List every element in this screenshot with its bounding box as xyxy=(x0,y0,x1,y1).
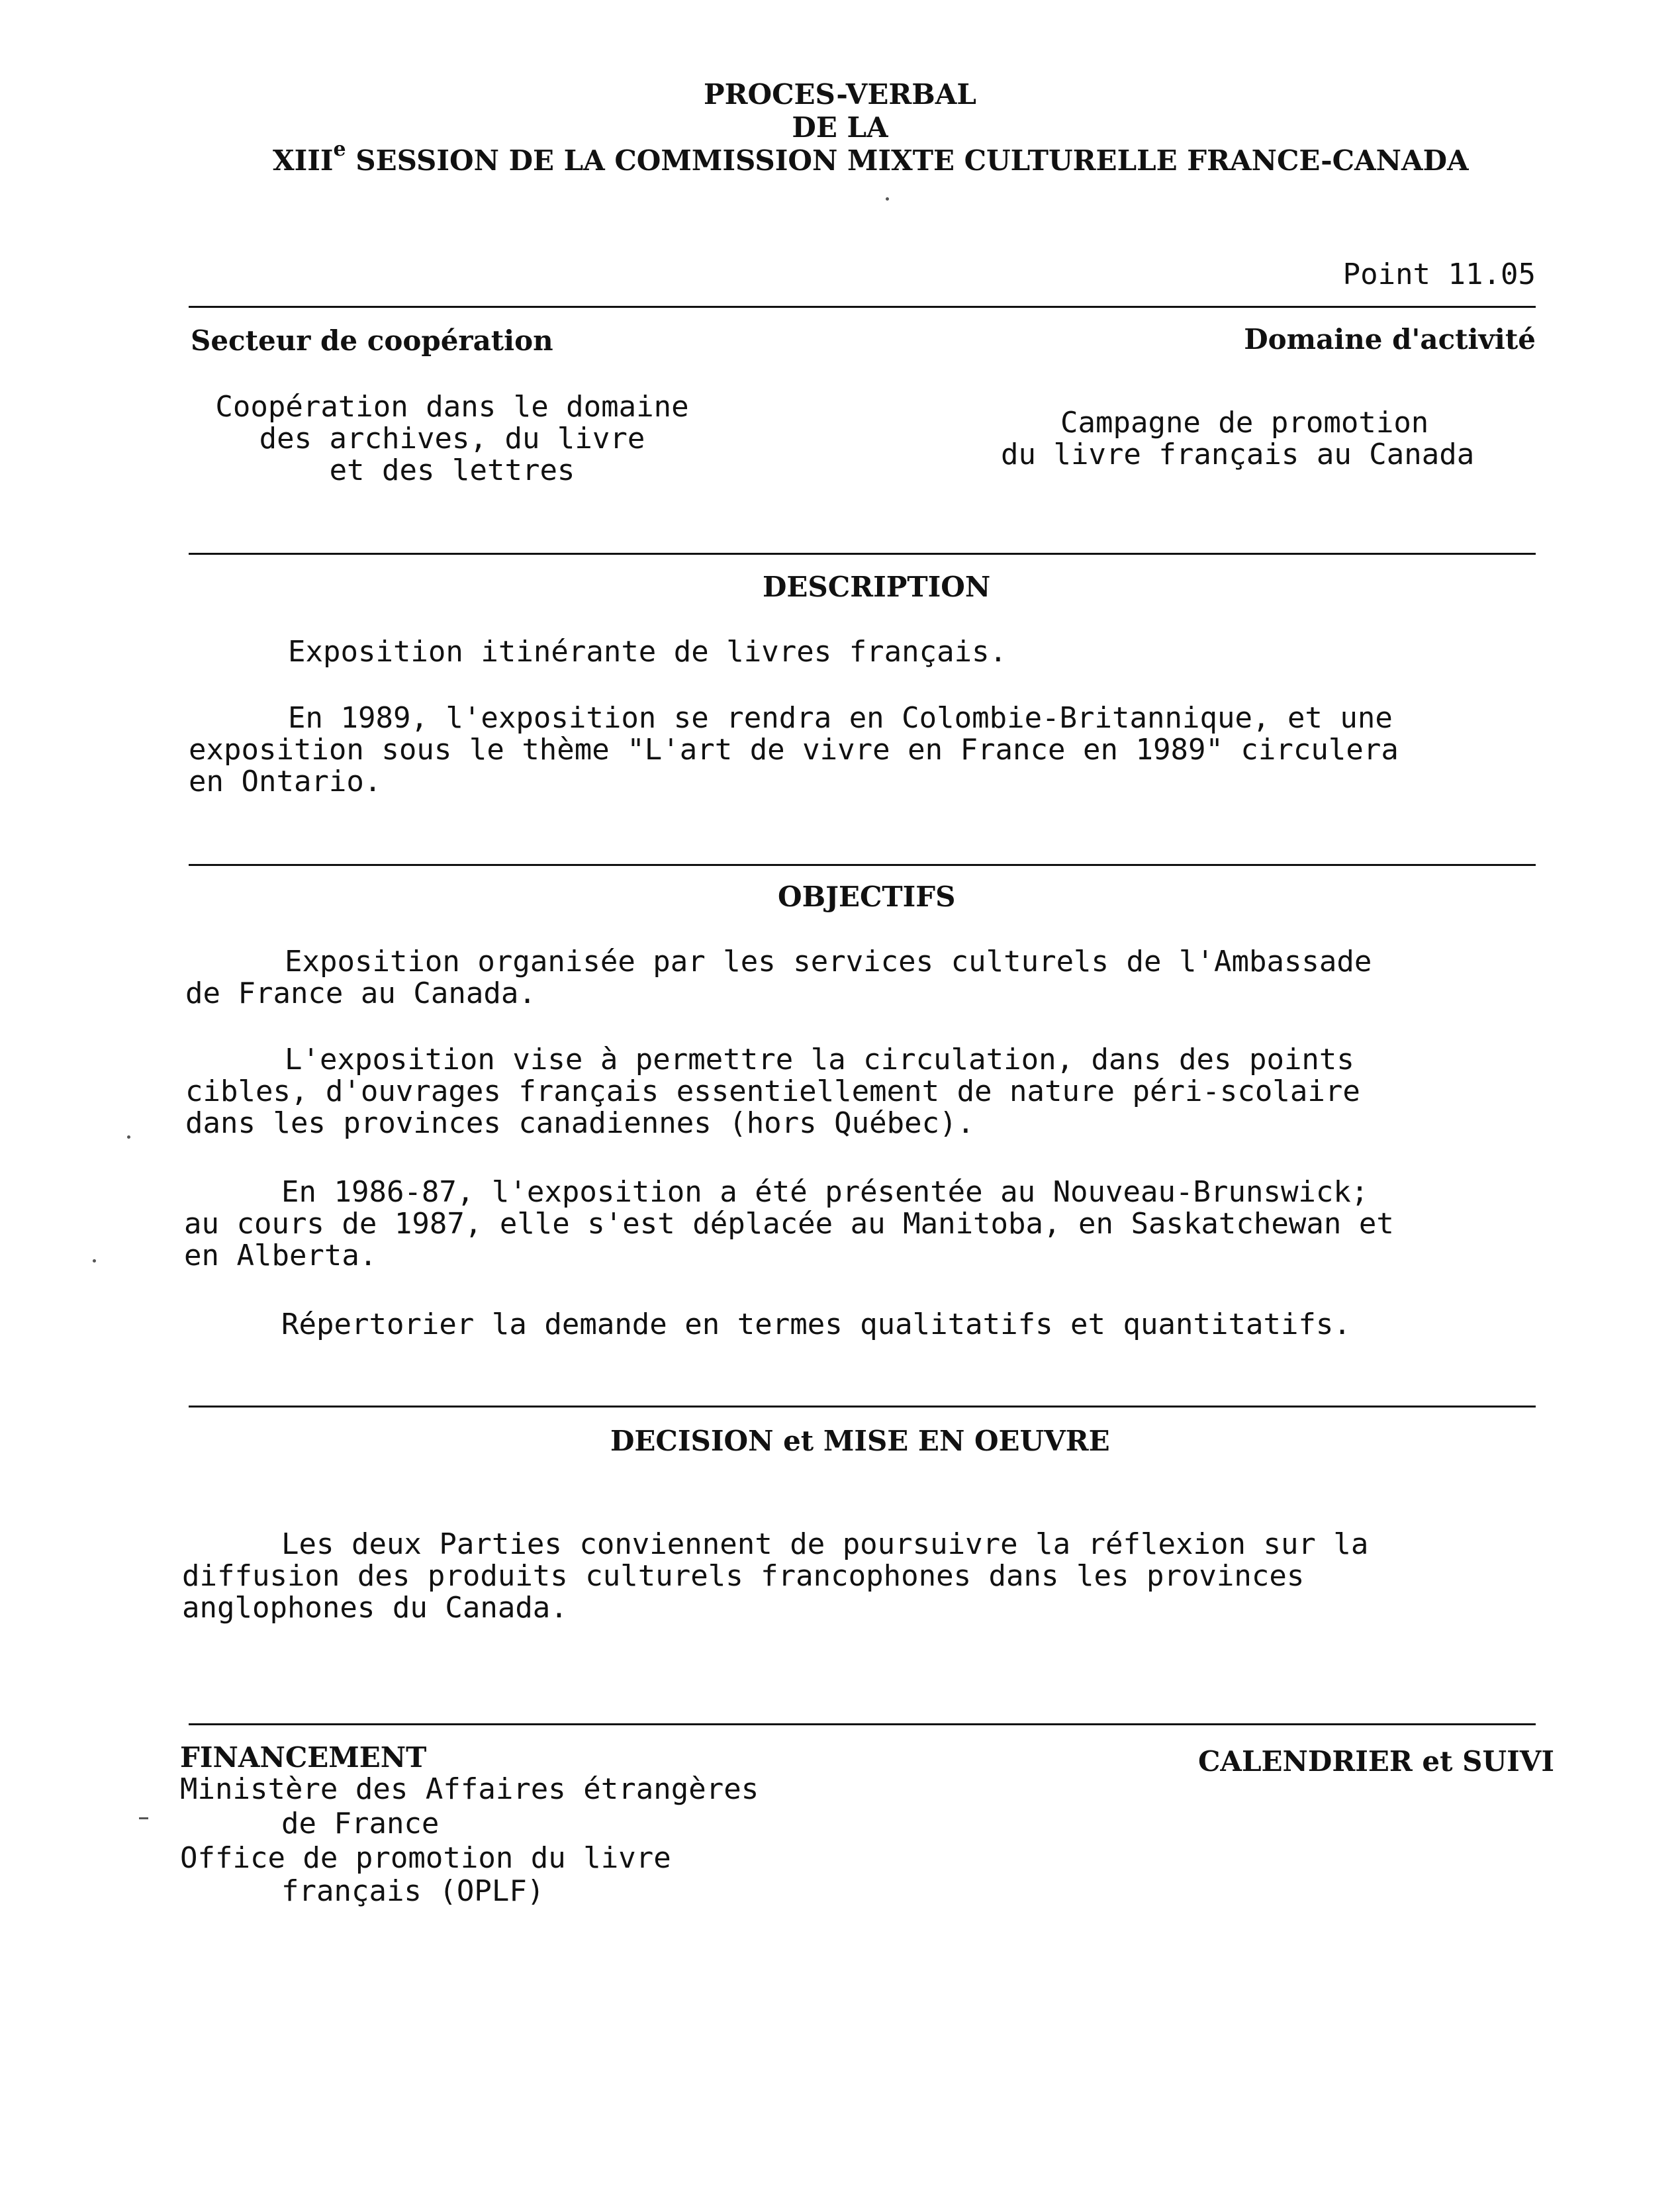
description-paragraph-line: Exposition itinérante de livres français. xyxy=(288,635,1007,669)
title-superscript: e xyxy=(333,138,346,161)
decision-heading: DECISION et MISE EN OEUVRE xyxy=(610,1425,1110,1457)
domaine-line: du livre français au Canada xyxy=(1001,438,1475,471)
financement-line: Ministère des Affaires étrangères xyxy=(180,1772,759,1806)
decision-paragraph-line: Les deux Parties conviennent de poursuivre la réflexion sur la xyxy=(281,1527,1369,1561)
secteur-label: Secteur de coopération xyxy=(191,324,553,357)
domaine-label: Domaine d'activité xyxy=(1244,323,1536,356)
section-divider xyxy=(189,1723,1536,1725)
title-session-text: SESSION DE LA COMMISSION MIXTE CULTURELLE FRANCE-CANADA xyxy=(346,144,1469,177)
section-divider xyxy=(189,1406,1536,1408)
title-line-3 xyxy=(273,138,1469,177)
title-line-1: PROCES-VERBAL xyxy=(704,78,976,111)
objectifs-paragraph-line: cibles, d'ouvrages français essentiellement de nature péri-scolaire xyxy=(185,1074,1360,1108)
objectifs-paragraph-line: En 1986-87, l'exposition a été présentée au Nouveau-Brunswick; xyxy=(281,1175,1369,1209)
section-divider xyxy=(189,306,1536,308)
secteur-line: et des lettres xyxy=(329,454,575,487)
objectifs-heading: OBJECTIFS xyxy=(778,881,956,913)
description-paragraph-line: exposition sous le thème "L'art de vivre en France en 1989" circulera xyxy=(189,733,1399,767)
financement-line: de France xyxy=(281,1807,440,1840)
objectifs-paragraph-line: Exposition organisée par les services culturels de l'Ambassade xyxy=(285,945,1372,979)
objectifs-paragraph-line: dans les provinces canadiennes (hors Québec). xyxy=(185,1106,975,1140)
financement-line: Office de promotion du livre xyxy=(180,1841,671,1875)
title-session-number: XIII xyxy=(273,144,334,177)
scan-speck xyxy=(93,1259,96,1263)
description-paragraph-line: En 1989, l'exposition se rendra en Colombie-Britannique, et une xyxy=(288,701,1393,735)
objectifs-paragraph-line: Répertorier la demande en termes qualitatifs et quantitatifs. xyxy=(281,1308,1351,1341)
section-divider xyxy=(189,864,1536,866)
description-heading: DESCRIPTION xyxy=(763,571,991,603)
objectifs-paragraph-line: en Alberta. xyxy=(184,1239,377,1272)
scan-speck xyxy=(139,1817,148,1819)
scan-speck xyxy=(886,197,889,201)
description-paragraph-line: en Ontario. xyxy=(189,765,382,798)
point-number: Point 11.05 xyxy=(1342,258,1536,291)
financement-label: FINANCEMENT xyxy=(180,1741,427,1774)
objectifs-paragraph-line: au cours de 1987, elle s'est déplacée au Manitoba, en Saskatchewan et xyxy=(184,1207,1394,1241)
secteur-line: des archives, du livre xyxy=(259,422,645,455)
scan-speck xyxy=(127,1135,130,1139)
decision-paragraph-line: anglophones du Canada. xyxy=(182,1591,568,1625)
financement-line: français (OPLF) xyxy=(281,1874,545,1908)
objectifs-paragraph-line: L'exposition vise à permettre la circulation, dans des points xyxy=(285,1043,1354,1076)
title-line-2: DE LA xyxy=(792,111,888,144)
decision-paragraph-line: diffusion des produits culturels francophones dans les provinces xyxy=(182,1559,1305,1593)
calendrier-label: CALENDRIER et SUIVI xyxy=(1197,1745,1554,1778)
section-divider xyxy=(189,553,1536,555)
secteur-line: Coopération dans le domaine xyxy=(215,390,689,424)
domaine-line: Campagne de promotion xyxy=(1060,406,1429,440)
objectifs-paragraph-line: de France au Canada. xyxy=(185,977,536,1010)
